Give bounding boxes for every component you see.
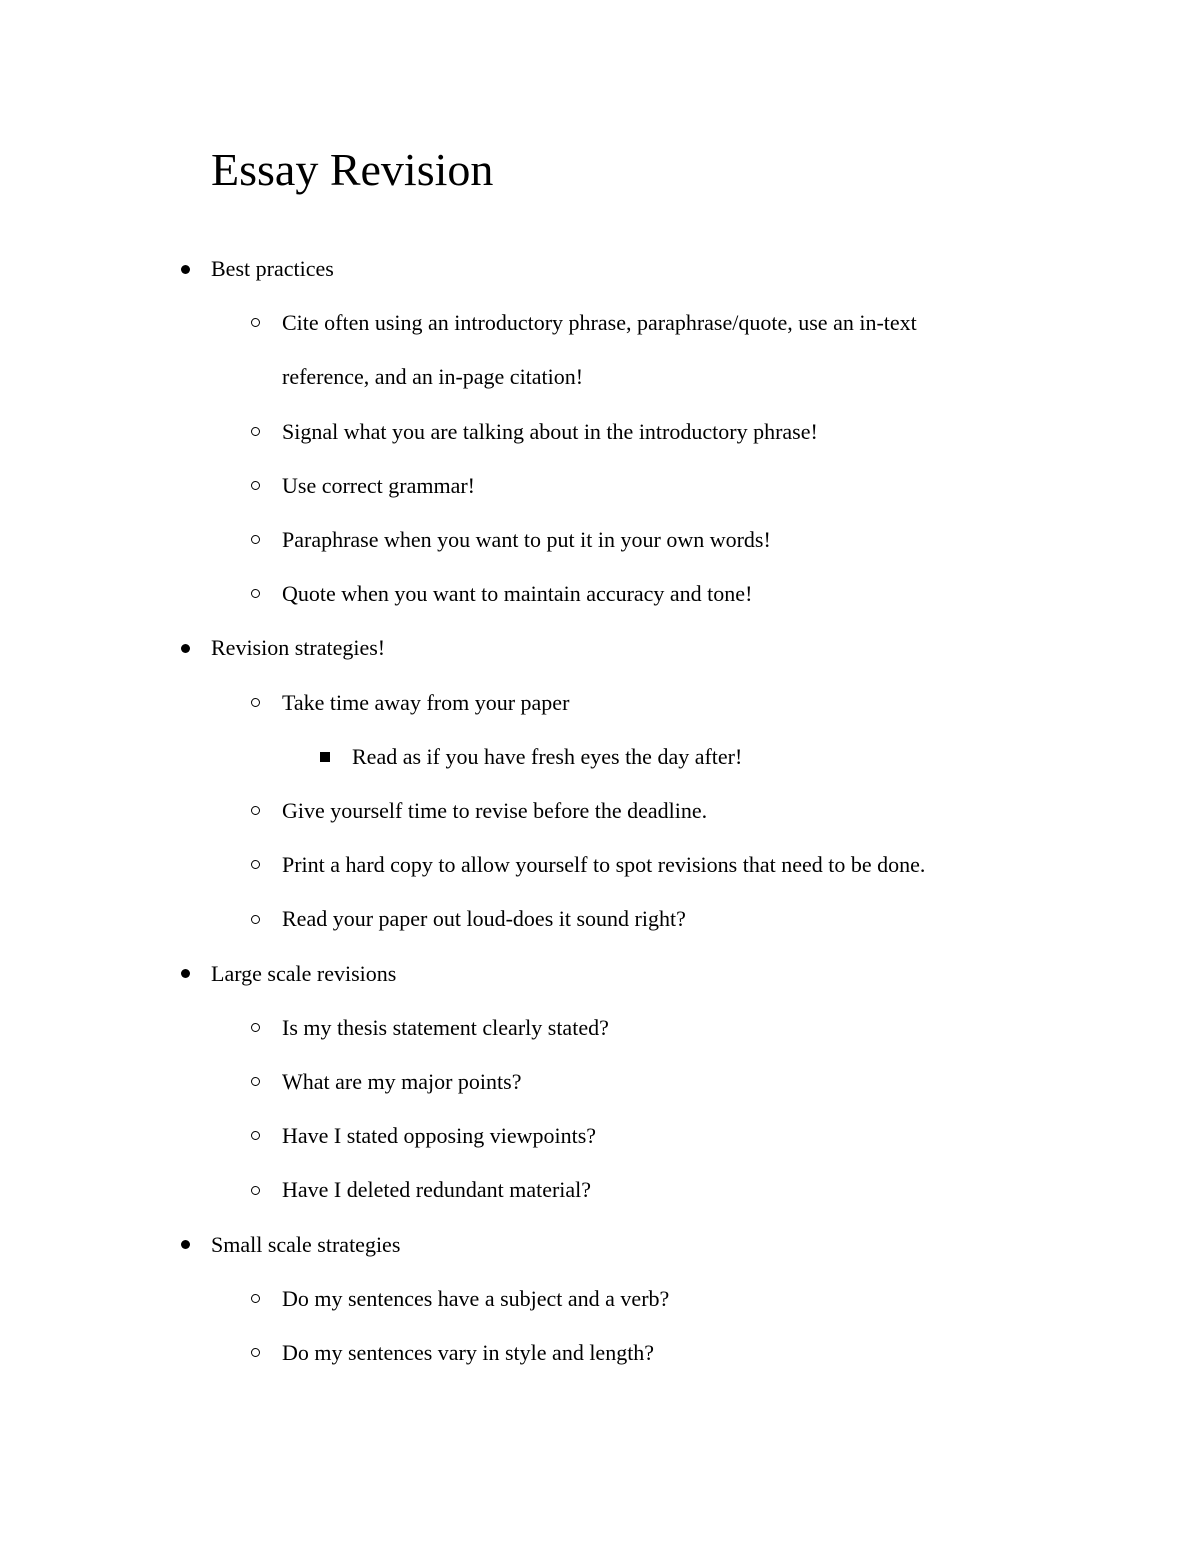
- disc-bullet-icon: [181, 969, 190, 978]
- section-heading: Small scale strategies: [211, 1231, 401, 1257]
- list-item: Read your paper out loud-does it sound right?: [282, 906, 686, 932]
- list-item: Have I deleted redundant material?: [282, 1177, 592, 1203]
- document-title: Essay Revision: [211, 144, 494, 195]
- list-item: Give yourself time to revise before the deadline.: [282, 798, 708, 823]
- circle-bullet-icon: [251, 1186, 260, 1195]
- list-item: Paraphrase when you want to put it in your own words!: [282, 527, 771, 552]
- circle-bullet-icon: [251, 1348, 260, 1357]
- circle-bullet-icon: [251, 1077, 260, 1086]
- square-bullet-icon: [320, 752, 330, 762]
- section-heading: Large scale revisions: [211, 960, 397, 986]
- circle-bullet-icon: [251, 1294, 260, 1303]
- circle-bullet-icon: [251, 860, 260, 869]
- circle-bullet-icon: [251, 1131, 260, 1140]
- circle-bullet-icon: [251, 535, 260, 544]
- sub-list-item: Read as if you have fresh eyes the day after!: [352, 743, 743, 769]
- list-item: Have I stated opposing viewpoints?: [282, 1123, 597, 1149]
- list-item: Use correct grammar!: [282, 472, 476, 498]
- disc-bullet-icon: [181, 265, 190, 274]
- disc-bullet-icon: [181, 644, 190, 653]
- disc-bullet-icon: [181, 1240, 190, 1249]
- list-item: Print a hard copy to allow yourself to spot revisions that need to be done.: [282, 852, 926, 878]
- circle-bullet-icon: [251, 589, 260, 598]
- list-item: Cite often using an introductory phrase, paraphrase/quote, use an in-text: [282, 310, 917, 336]
- circle-bullet-icon: [251, 698, 260, 707]
- circle-bullet-icon: [251, 915, 260, 924]
- circle-bullet-icon: [251, 481, 260, 490]
- list-item: Signal what you are talking about in the introductory phrase!: [282, 418, 818, 444]
- list-item: reference, and an in-page citation!: [282, 364, 584, 390]
- circle-bullet-icon: [251, 806, 260, 815]
- circle-bullet-icon: [251, 1023, 260, 1032]
- list-item: What are my major points?: [282, 1069, 522, 1094]
- list-item: Is my thesis statement clearly stated?: [282, 1014, 609, 1040]
- circle-bullet-icon: [251, 318, 260, 327]
- list-item: Do my sentences vary in style and length?: [282, 1340, 655, 1365]
- section-heading: Revision strategies!: [211, 635, 386, 661]
- list-item: Do my sentences have a subject and a verb?: [282, 1285, 670, 1311]
- list-item: Quote when you want to maintain accuracy and tone!: [282, 581, 753, 607]
- list-item: Take time away from your paper: [282, 689, 570, 715]
- circle-bullet-icon: [251, 427, 260, 436]
- section-heading: Best practices: [211, 256, 334, 281]
